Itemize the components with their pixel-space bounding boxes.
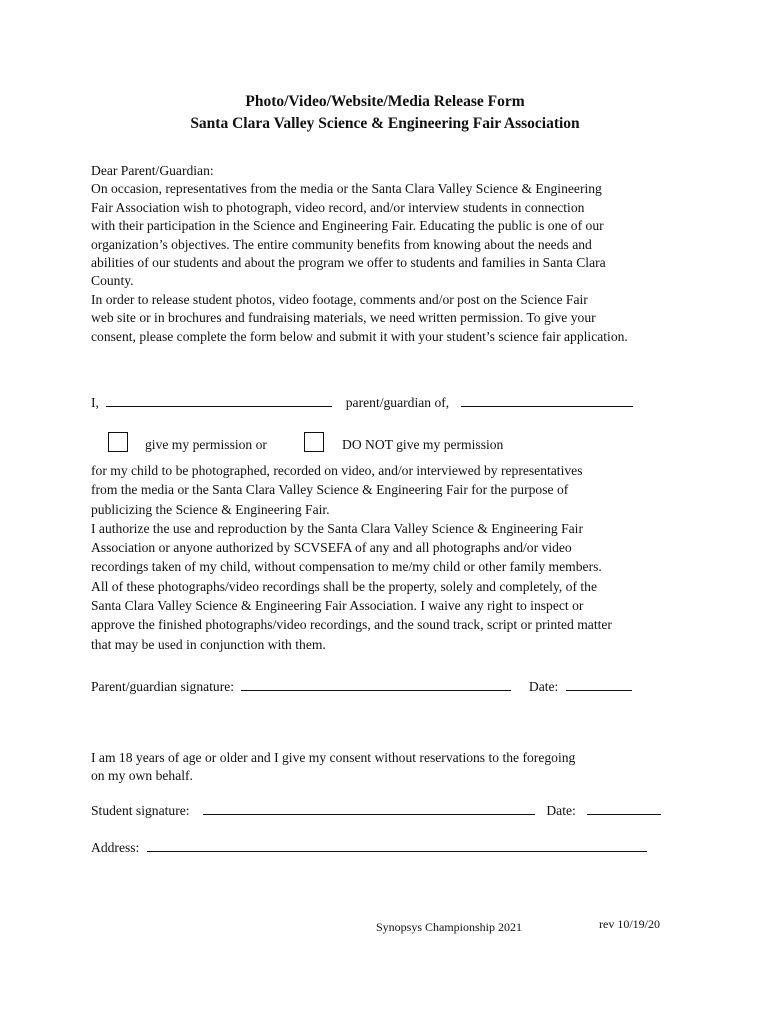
footer-revision: rev 10/19/20 bbox=[599, 917, 660, 931]
intro-line: abilities of our students and about the program we offer to students and families in Santa Clara bbox=[91, 255, 606, 271]
authorization-line: for my child to be photographed, recorded on video, and/or interviewed by representatives bbox=[91, 463, 583, 478]
deny-permission-label: DO NOT give my permission bbox=[342, 437, 504, 452]
student-date-field[interactable] bbox=[587, 802, 661, 815]
authorization-line: publicizing the Science & Engineering Fair. bbox=[91, 501, 330, 517]
guardian-date-field[interactable] bbox=[566, 678, 632, 691]
address-field[interactable] bbox=[147, 839, 647, 852]
authorization-section bbox=[91, 461, 612, 654]
authorization-line: I authorize the use and reproduction by the Santa Clara Valley Science & Engineering Fair bbox=[91, 520, 583, 536]
student-date-label: Date: bbox=[546, 803, 576, 818]
guardian-signature-label: Parent/guardian signature: bbox=[91, 679, 235, 694]
guardian-of-label: parent/guardian of, bbox=[345, 395, 450, 410]
intro-line: consent, please complete the form below and submit it with your student’s science fair application. bbox=[91, 328, 628, 344]
give-permission-label: give my permission or bbox=[145, 437, 267, 452]
guardian-signature-field[interactable] bbox=[241, 678, 511, 691]
intro-section bbox=[91, 162, 628, 346]
consent-line: I am 18 years of age or older and I give my consent without reservations to the foregoing bbox=[91, 750, 576, 765]
form-title: Photo/Video/Website/Media Release Form bbox=[245, 93, 525, 110]
authorization-line: recordings taken of my child, without compensation to me/my child or other family members. bbox=[91, 559, 602, 575]
authorization-line: Santa Clara Valley Science & Engineering Fair Association. I waive any right to inspect or bbox=[91, 598, 584, 614]
address-row bbox=[91, 839, 647, 856]
guardian-name-field[interactable] bbox=[106, 394, 332, 407]
student-signature-label: Student signature: bbox=[91, 803, 190, 818]
student-signature-row bbox=[91, 802, 661, 819]
authorization-line: that may be used in conjunction with them. bbox=[91, 636, 326, 652]
authorization-line: Association or anyone authorized by SCVSEFA of any and all photographs and/or video bbox=[91, 540, 572, 556]
guardian-signature-row bbox=[91, 678, 632, 695]
organization-title: Santa Clara Valley Science & Engineering Fair Association bbox=[190, 115, 580, 132]
intro-line: organization’s objectives. The entire community benefits from knowing about the needs and bbox=[91, 236, 592, 252]
intro-line: Fair Association wish to photograph, video record, and/or interview students in connection bbox=[91, 199, 585, 215]
address-label: Address: bbox=[91, 840, 140, 855]
authorization-line: approve the finished photographs/video recordings, and the sound track, script or printed matter bbox=[91, 617, 612, 633]
guardian-date-label: Date: bbox=[528, 679, 559, 694]
intro-line: with their participation in the Science and Engineering Fair. Educating the public is one of our bbox=[91, 218, 604, 234]
guardian-prefix: I, bbox=[91, 395, 99, 410]
student-signature-field[interactable] bbox=[203, 802, 535, 815]
child-name-field[interactable] bbox=[461, 394, 633, 407]
intro-line: County. bbox=[91, 273, 134, 289]
footer-event: Synopsys Championship 2021 bbox=[376, 920, 523, 934]
greeting: Dear Parent/Guardian: bbox=[91, 163, 214, 178]
authorization-line: All of these photographs/video recordings shall be the property, solely and completely, of the bbox=[91, 578, 597, 594]
intro-line: On occasion, representatives from the media or the Santa Clara Valley Science & Engineering bbox=[91, 181, 602, 197]
intro-line: web site or in brochures and fundraising materials, we need written permission. To give your bbox=[91, 310, 596, 326]
authorization-line: from the media or the Santa Clara Valley Science & Engineering Fair for the purpose of bbox=[91, 482, 569, 498]
guardian-name-row bbox=[91, 394, 633, 411]
deny-permission-checkbox[interactable] bbox=[304, 432, 324, 452]
give-permission-checkbox[interactable] bbox=[108, 432, 128, 452]
intro-line: In order to release student photos, video footage, comments and/or post on the Science Fair bbox=[91, 291, 588, 307]
consent-section bbox=[91, 749, 575, 786]
consent-line: on my own behalf. bbox=[91, 768, 193, 784]
